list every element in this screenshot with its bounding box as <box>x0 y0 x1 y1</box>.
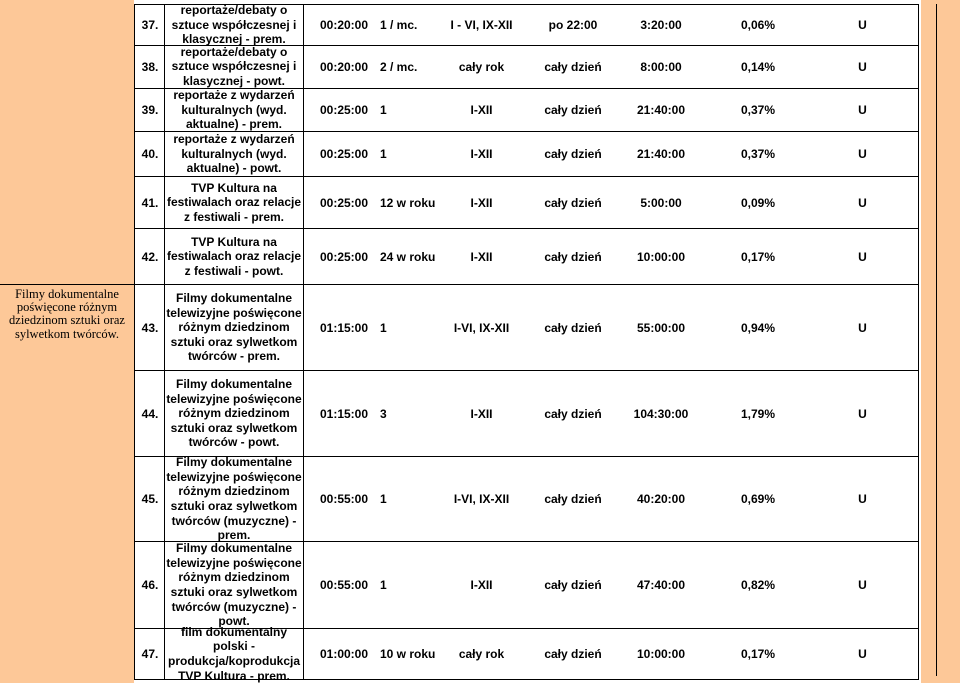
frequency-cell: 1 <box>380 492 387 506</box>
months-cell: cały rok <box>458 59 505 74</box>
frequency-cell: 24 w roku <box>380 249 436 264</box>
group-divider-top <box>0 284 134 285</box>
airtime-cell: cały dzień <box>544 320 602 335</box>
total-cell: 21:40:00 <box>636 147 686 161</box>
table-row <box>134 89 918 132</box>
airtime-cell: po 22:00 <box>548 18 598 32</box>
frequency-cell: 2 / mc. <box>380 59 418 74</box>
code-cell: U <box>858 147 867 161</box>
airtime-cell: cały dzień <box>544 578 602 592</box>
total-cell: 10:00:00 <box>636 647 686 661</box>
table-row <box>134 542 918 629</box>
row-number: 47. <box>134 629 165 679</box>
months-cell: I-XII <box>470 147 493 161</box>
frequency-cell: 1 <box>380 320 387 335</box>
table-row <box>134 4 918 46</box>
total-cell: 3:20:00 <box>640 18 682 32</box>
months-cell: I-VI, IX-XII <box>453 320 510 335</box>
share-cell: 0,09% <box>740 195 776 210</box>
code-cell: U <box>858 406 867 421</box>
program-name: Filmy dokumentalne telewizyjne poświęcone różnym dziedzinom sztuki oraz sylwetkom twórców (muzyczne) - prem. <box>164 457 304 541</box>
table-row <box>134 132 918 177</box>
airtime-cell: cały dzień <box>544 249 602 264</box>
share-cell: 0,17% <box>740 647 776 661</box>
program-name: reportaże/debaty o sztuce współczesnej i klasycznej - prem. <box>164 5 304 45</box>
row-number: 40. <box>134 132 165 176</box>
group-column <box>0 0 134 683</box>
share-cell: 0,69% <box>740 492 776 506</box>
total-cell: 55:00:00 <box>636 320 686 335</box>
table-row <box>134 457 918 542</box>
row-number: 45. <box>134 457 165 541</box>
frequency-cell: 10 w roku <box>380 647 436 661</box>
program-name: reportaże z wydarzeń kulturalnych (wyd. aktualne) - prem. <box>164 89 304 131</box>
share-cell: 0,37% <box>740 147 776 161</box>
table-row <box>134 285 918 371</box>
row-number: 37. <box>134 5 165 45</box>
months-cell: I-XII <box>470 195 493 210</box>
row-number: 46. <box>134 542 165 628</box>
code-cell: U <box>858 249 867 264</box>
frequency-cell: 1 <box>380 103 387 117</box>
frequency-cell: 1 / mc. <box>380 18 418 32</box>
program-table <box>134 3 919 683</box>
airtime-cell: cały dzień <box>544 492 602 506</box>
table-row <box>134 177 918 229</box>
row-number: 39. <box>134 89 165 131</box>
code-cell: U <box>858 18 867 32</box>
share-cell: 0,14% <box>740 59 776 74</box>
duration-cell: 00:25:00 <box>319 249 369 264</box>
code-cell: U <box>858 195 867 210</box>
frequency-cell: 3 <box>380 406 387 421</box>
frequency-cell: 12 w roku <box>380 195 436 210</box>
table-row <box>134 45 918 89</box>
program-name: reportaże/debaty o sztuce współczesnej i klasycznej - powt. <box>164 45 304 88</box>
total-cell: 47:40:00 <box>636 578 686 592</box>
months-cell: I - VI, IX-XII <box>450 18 513 32</box>
duration-cell: 00:25:00 <box>319 103 369 117</box>
code-cell: U <box>858 647 867 661</box>
program-name: TVP Kultura na festiwalach oraz relacje z festiwali - prem. <box>164 177 304 228</box>
duration-cell: 00:25:00 <box>319 195 369 210</box>
months-cell: I-VI, IX-XII <box>453 492 510 506</box>
code-cell: U <box>858 492 867 506</box>
program-name: Filmy dokumentalne telewizyjne poświęcone różnym dziedzinom sztuki oraz sylwetkom twórców - prem. <box>164 285 304 370</box>
total-cell: 10:00:00 <box>636 249 686 264</box>
right-margin-column <box>921 0 960 683</box>
airtime-cell: cały dzień <box>544 59 602 74</box>
share-cell: 1,79% <box>740 406 776 421</box>
total-cell: 8:00:00 <box>640 59 682 74</box>
months-cell: I-XII <box>470 578 493 592</box>
share-cell: 0,37% <box>740 103 776 117</box>
duration-cell: 00:25:00 <box>319 147 369 161</box>
total-cell: 40:20:00 <box>636 492 686 506</box>
frequency-cell: 1 <box>380 147 387 161</box>
share-cell: 0,94% <box>740 320 776 335</box>
program-name: Filmy dokumentalne telewizyjne poświęcone różnym dziedzinom sztuki oraz sylwetkom twórców - powt. <box>164 371 304 456</box>
duration-cell: 00:55:00 <box>319 578 369 592</box>
airtime-cell: cały dzień <box>544 147 602 161</box>
total-cell: 104:30:00 <box>633 406 689 421</box>
program-name: film dokumentalny polski - produkcja/koprodukcja TVP Kultura - prem. <box>164 629 304 679</box>
row-number: 43. <box>134 285 165 370</box>
months-cell: I-XII <box>470 406 493 421</box>
share-cell: 0,17% <box>740 249 776 264</box>
airtime-cell: cały dzień <box>544 406 602 421</box>
group-label: Filmy dokumentalne poświęcone różnym dziedzinom sztuki oraz sylwetkom twórców. <box>9 287 125 341</box>
duration-cell: 01:00:00 <box>319 647 369 661</box>
row-number: 42. <box>134 229 165 284</box>
table-row <box>134 229 918 285</box>
code-cell: U <box>858 103 867 117</box>
program-name: TVP Kultura na festiwalach oraz relacje z festiwali - powt. <box>164 229 304 284</box>
row-number: 38. <box>134 45 165 88</box>
share-cell: 0,82% <box>740 578 776 592</box>
frequency-cell: 1 <box>380 578 387 592</box>
share-cell: 0,06% <box>740 18 776 32</box>
duration-cell: 01:15:00 <box>319 320 369 335</box>
airtime-cell: cały dzień <box>544 103 602 117</box>
airtime-cell: cały dzień <box>544 647 602 661</box>
duration-cell: 01:15:00 <box>319 406 369 421</box>
program-name: reportaże z wydarzeń kulturalnych (wyd. aktualne) - powt. <box>164 132 304 176</box>
months-cell: I-XII <box>470 249 493 264</box>
airtime-cell: cały dzień <box>544 195 602 210</box>
duration-cell: 00:55:00 <box>319 492 369 506</box>
total-cell: 5:00:00 <box>640 195 682 210</box>
duration-cell: 00:20:00 <box>319 59 369 74</box>
table-row <box>134 371 918 457</box>
months-cell: cały rok <box>458 647 505 661</box>
right-margin-box <box>936 4 960 676</box>
program-name: Filmy dokumentalne telewizyjne poświęcone różnym dziedzinom sztuki oraz sylwetkom twórców (muzyczne) - powt. <box>164 542 304 628</box>
code-cell: U <box>858 320 867 335</box>
table-row <box>134 624 918 683</box>
code-cell: U <box>858 578 867 592</box>
row-number: 41. <box>134 177 165 228</box>
code-cell: U <box>858 59 867 74</box>
row-number: 44. <box>134 371 165 456</box>
months-cell: I-XII <box>470 103 493 117</box>
duration-cell: 00:20:00 <box>319 18 369 32</box>
total-cell: 21:40:00 <box>636 103 686 117</box>
